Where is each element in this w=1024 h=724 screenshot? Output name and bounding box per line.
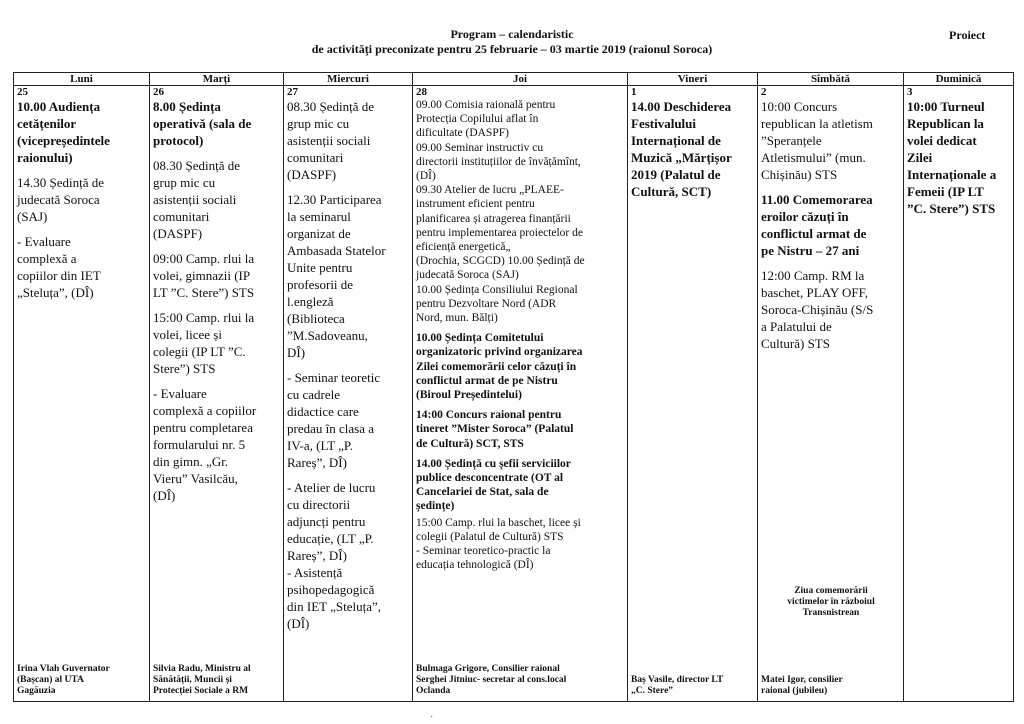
event: 08.30 Ședință de grup mic cu asistenții sociali comunitari (DASPF) (287, 99, 375, 182)
header-tuesday: Marți (150, 73, 284, 86)
title-line-2: de activități preconizate pentru 25 februarie – 03 martie 2019 (raionul Soroca) (311, 42, 713, 56)
event: 12.30 Participarea la seminarul organizat de Ambasada Statelor Unite pentru profesorii de l.engleză (Biblioteca ”M.Sadoveanu, DÎ) (287, 192, 386, 360)
event: 14:00 Concurs raional pentru tineret ”Mister Soroca” (Palatul de Cultură) SCT, STS (416, 409, 574, 450)
weekday-header-row (14, 73, 1014, 86)
cell-sunday (904, 86, 1014, 702)
document-title (0, 27, 1024, 57)
date-friday: 1 (631, 86, 637, 98)
event: - Evaluare complexă a copiilor din IET „Steluța”, (DÎ) (17, 234, 101, 300)
cell-tuesday (150, 86, 284, 702)
signature-note: Baș Vasile, director LT „C. Stere” (631, 675, 724, 696)
commemoration-note: Ziua comemorării victimelor în războiul Transnistrean (787, 586, 875, 618)
event: 14.00 Ședință cu șefii serviciilor publice desconcentrate (OT al Cancelariei de Stat, sala de ședințe) (416, 457, 571, 513)
event: 14.30 Ședință de judecată Soroca (SAJ) (17, 175, 105, 224)
header-sunday: Duminică (904, 73, 1014, 86)
cell-wednesday (284, 86, 413, 702)
events-row (14, 86, 1014, 702)
cell-saturday (758, 86, 904, 702)
signature-note: Bulmaga Grigore, Consilier raional Serghei Jitniuc- secretar al cons.local Oclanda (416, 664, 567, 696)
header-friday: Vineri (628, 73, 758, 86)
event: 15:00 Camp. rlui la volei, licee și colegii (IP LT ”C. Stere”) STS (153, 310, 255, 376)
title-line-1: Program – calendaristic (450, 27, 574, 41)
event: 14.00 Deschiderea Festivalului Internațional de Muzică „Mărțișor 2019 (Palatul de Cultură, SCT) (631, 99, 732, 199)
date-tuesday: 26 (153, 86, 164, 98)
date-monday: 25 (17, 86, 28, 98)
event: 15:00 Camp. rlui la baschet, licee și colegii (Palatul de Cultură) STS - Seminar teoretico-practic la educația tehnologică (DÎ) (416, 516, 581, 572)
cell-friday (628, 86, 758, 702)
calendar-table (13, 72, 1014, 702)
event: 12:00 Camp. RM la baschet, PLAY OFF, Soroca-Chișinău (S/S a Palatului de Cultură) STS (761, 268, 874, 351)
cell-thursday (413, 86, 628, 702)
header-thursday: Joi (413, 73, 628, 86)
event: - Evaluare complexă a copiilor pentru completarea formularului nr. 5 din gimn. „Gr. Vieru” Vasilcău, (DÎ) (153, 386, 257, 503)
event: 09.00 Comisia raională pentru Protecția Copilului aflat în dificultate (DASPF) 09.00 Seminar instructiv cu directorii instituțiilor de învățămînt, (DÎ) 09.30 Atelier de lucru „PLAEE- instrument eficient pentru planificarea și atragerea finanțării pentru implementarea proiectelor de eficiență energetică„ (Drochia, SCGCD) 10.00 Ședință de judecată Soroca (SAJ) 10.00 Ședința Consiliului Regional pentru Dezvoltare Nord (ADR Nord, mun. Bălți) (416, 99, 585, 325)
event: 10:00 Concurs republican la atletism ”Speranțele Atletismului” (mun. Chișinău) STS (761, 99, 873, 182)
header-monday: Luni (14, 73, 150, 86)
event: 10.00 Ședința Comitetului organizatoric privind organizarea Zilei comemorării celor căzuți în conflictul armat de pe Nistru (Biroul Președintelui) (416, 332, 583, 402)
event: 8.00 Ședința operativă (sala de protocol) (153, 99, 252, 148)
event: 09:00 Camp. rlui la volei, gimnazii (IP LT ”C. Stere”) STS (153, 251, 255, 300)
signature-note: Silvia Radu, Ministru al Sănătății, Muncii și Protecției Sociale a RM (153, 664, 251, 696)
event: 08.30 Ședință de grup mic cu asistenții sociali comunitari (DASPF) (153, 158, 241, 241)
signature-note: Matei Igor, consilier raional (jubileu) (761, 675, 843, 696)
header-saturday: Sîmbătă (758, 73, 904, 86)
scan-speck: · (430, 712, 434, 723)
event: 11.00 Comemorarea eroilor căzuți în conflictul armat de pe Nistru – 27 ani (761, 192, 873, 258)
signature-note: Irina Vlah Guvernator (Bașcan) al UTA Gagăuzia (17, 664, 110, 696)
event: 10:00 Turneul Republican la volei dedicat Zilei Internaționale a Femeii (IP LT ”C. Stere”) STS (907, 99, 997, 216)
event: - Atelier de lucru cu directorii adjuncți pentru educație, (LT „P. Rareș”, DÎ) - Asistență psihopedagogică din IET „Steluța”, (DÎ) (287, 480, 381, 631)
date-sunday: 3 (907, 86, 913, 98)
event: 10.00 Audiența cetățenilor (vicepreședintele raionului) (17, 99, 110, 165)
status-label: Proiect (949, 28, 986, 42)
date-thursday: 28 (416, 86, 427, 98)
date-wednesday: 27 (287, 86, 298, 98)
header-wednesday: Miercuri (284, 73, 413, 86)
cell-monday (14, 86, 150, 702)
event: - Seminar teoretic cu cadrele didactice care predau în clasa a IV-a, (LT „P. Rareș”, DÎ) (287, 370, 381, 470)
date-saturday: 2 (761, 86, 767, 98)
